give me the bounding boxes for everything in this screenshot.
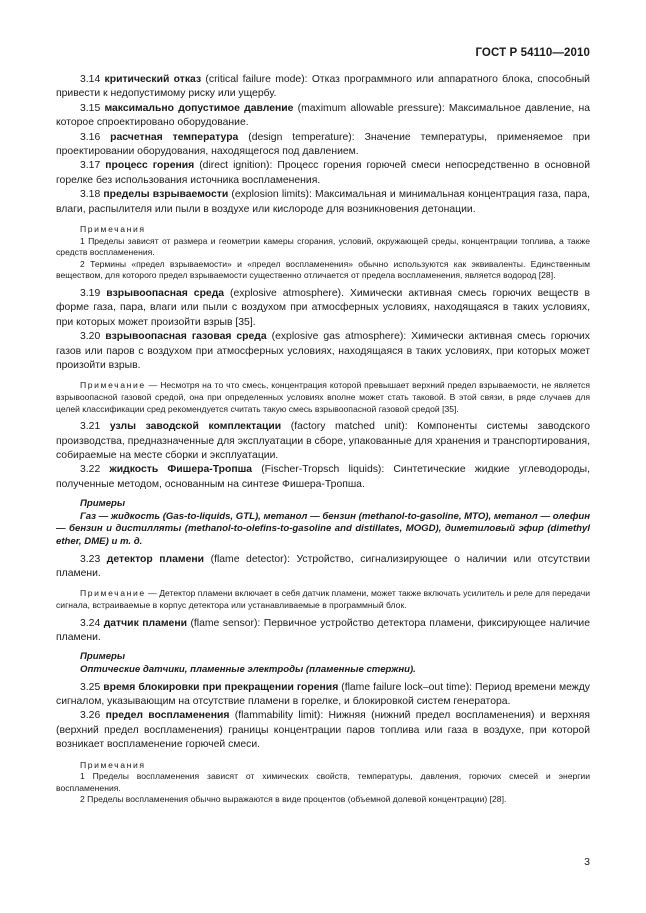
term-entry-3-15 [56,102,590,131]
definition: (direct ignition): Процесс горения горючей смеси непосредственно в основной горелке без использования источника воспламенения. [56,160,590,186]
term: детектор пламени [106,553,205,565]
term: взрывоопасная газовая среда [105,331,267,343]
note-label: Примечание [80,380,146,391]
term-entry-3-17 [56,159,590,188]
document-id-header: ГОСТ Р 54110—2010 [475,47,590,59]
definition: (maximum allowable pressure): Максимальное давление, на которое спроектировано оборудование. [56,102,590,129]
term-entry-3-24 [56,617,590,646]
definition: (critical failure mode): Отказ программного или аппаратного блока, способный привести к недопустимому риску или ущербу. [56,74,590,100]
definition: (Fischer-Tropsch liquids): Синтетические жидкие углеводороды, полученные методом, основанным на синтезе Фишера-Тропша. [56,464,590,490]
page-content [56,73,590,811]
note-block-3-23 [56,588,590,611]
term-entry-3-23 [56,553,590,582]
note-block-3-20 [56,380,590,415]
note-label: Примечание [80,588,146,599]
page-number: 3 [584,856,590,868]
term-entry-3-22 [56,463,590,492]
entry-number: 3.18 [80,189,101,201]
term: взрывоопасная среда [106,288,225,300]
note-item: 2 Термины «предел взрываемости» и «предел воспламенения» обычно используются как эквиваленты. Единственным веществом, для которого предел взрываемости существенно отличается от предела воспламенения, является водород [28]. [56,258,590,281]
term-entry-3-20 [56,330,590,373]
term-entry-3-26 [56,709,590,752]
term: предел воспламенения [105,710,230,722]
entry-number: 3.25 [80,681,101,693]
entry-number: 3.16 [80,131,101,143]
term-entry-3-21 [56,420,590,463]
examples-block-3-24 [56,651,590,676]
definition: (flammability limit): Нижняя (нижний предел воспламенения) и верхняя (верхний предел воспламенения) границы концентрации паров топлива или газа в воздухе, при которой возникает воспламенение горючей смеси. [56,710,591,751]
note-item [56,588,590,611]
entry-number: 3.15 [80,102,101,114]
definition: (explosion limits): Максимальная и минимальная концентрация газа, пара, влаги, распылителя или пыли в воздухе или кислороде для возникновения детонации. [56,189,590,215]
term-entry-3-19 [56,287,590,330]
entry-number: 3.20 [80,331,101,343]
notes-block-3-18 [56,224,590,282]
note-item: 1 Пределы зависят от размера и геометрии камеры сгорания, условий, окружающей среды, концентрации топлива, а также средств воспламенения. [56,235,590,258]
notes-title: Примечания [80,759,146,770]
examples-text: Газ — жидкость (Gas-to-liquids, GTL), метанол — бензин (methanol-to-gasoline, MTO), метанол — олефин — бензин и дистилляты (methanol-to-olefins-to-gasoline and distillates, MOGD), диметиловый эфир (dimethyl ether, DME) и т. д. [56,510,590,548]
examples-block-3-22 [56,498,590,548]
note-item: 1 Пределы воспламенения зависят от химических свойств, температуры, давления, горючих смесей и энергии воспламенения. [56,771,590,793]
definition: (explosive gas atmosphere): Химически активная смесь горючих газов или паров с воздухом при атмосферных условиях, находящаяся в таких условиях, при которых может произойти взрыв. [56,331,591,372]
note-item: 2 Пределы воспламенения обычно выражаются в виде процентов (объемной долевой концентрации) [28]. [80,794,507,805]
note-text: — Детектор пламени включает в себя датчик пламени, может также включать усилитель и реле для передачи сигнала, встраиваемые в корпус детектора или устанавливаемые в программный блок. [56,588,590,611]
definition: (explosive atmosphere). Химически активная смесь горючих веществ в форме газа, пара, влаги или пыли с воздухом при атмосферных условиях, находящаяся в таких условиях, при которых может произойти взрыв [35]. [56,288,590,328]
entry-number: 3.19 [80,288,101,300]
definition: (flame failure lock–out time): Период времени между сигналом, указывающим на отсутствие пламени в горелке, и блокировкой систем генератора. [56,681,591,708]
entry-number: 3.14 [80,74,101,85]
term: критический отказ [104,74,202,85]
entry-number: 3.26 [80,710,101,722]
examples-text: Оптические датчики, пламенные электроды (пламенные стержни). [80,664,416,676]
entry-number: 3.23 [80,553,101,565]
notes-block-3-26 [56,760,590,806]
term: максимально допустимое давление [104,102,294,114]
entry-number: 3.21 [80,421,101,433]
note-item [56,380,590,415]
notes-title: Примечания [80,224,146,235]
definition: (flame sensor): Первичное устройство детектора пламени, фиксирующее наличие пламени. [56,617,590,644]
definition: (flame detector): Устройство, сигнализирующее о наличии или отсутствии пламени. [56,553,590,580]
term: пределы взрываемости [103,189,229,201]
term-entry-3-25 [56,681,590,710]
definition: (factory matched unit): Компоненты системы заводского производства, предназначенные для эксплуатации в сборе, упакованные для хранения и транспортирования, собираемые на месте сборки и эксплуатации. [56,421,591,462]
term: жидкость Фишера-Тропша [109,464,253,476]
entry-number: 3.17 [80,160,101,172]
term-entry-3-16 [56,131,590,160]
term: расчетная температура [110,131,239,143]
term: время блокировки при прекращении горения [103,681,339,693]
term-entry-3-18 [56,188,590,217]
term-entry-3-14 [56,73,590,102]
term: узлы заводской комплектации [109,421,282,433]
term: датчик пламени [103,617,188,629]
definition: (design temperature): Значение температуры, применяемое при проектировании оборудования, находящегося под давлением. [56,131,591,158]
examples-title: Примеры [80,498,126,510]
entry-number: 3.22 [80,464,101,476]
entry-number: 3.24 [80,617,101,629]
term: процесс горения [105,160,195,172]
examples-title: Примеры [80,651,126,663]
note-text: — Несмотря на то что смесь, концентрация которой превышает верхний предел взрываемости, не является взрывоопасной газовой средой, она при определенных условиях вполне может стать таковой. В этой связи, в ряде случаев для целей классификации сред рекомендуется считать такую смесь взрывоопасной газовой средой [35]. [56,380,590,414]
